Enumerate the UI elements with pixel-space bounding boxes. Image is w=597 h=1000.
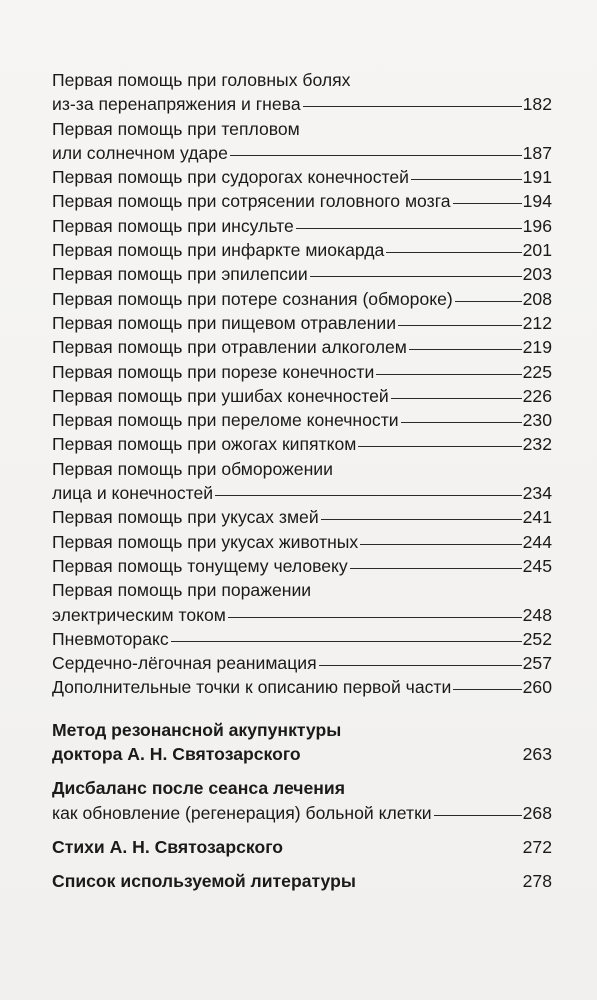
- toc-entry-epilepsy: [52, 262, 552, 286]
- leader-line: [310, 276, 522, 277]
- toc-entry-title: Первая помощь при порезе конечности: [52, 361, 375, 382]
- toc-entry-infarction: [52, 238, 552, 262]
- toc-entry-title: Первая помощь при ожогах кипятком: [52, 434, 357, 455]
- toc-entry-cut: [52, 360, 552, 384]
- toc-entry-alcohol-poisoning: [52, 335, 552, 359]
- toc-page-number: 187: [522, 142, 552, 163]
- toc-entry-drowning: [52, 554, 552, 578]
- leader-line: [358, 446, 521, 447]
- toc-entry-title: Первая помощь при сотрясении головного мозга: [52, 191, 451, 212]
- leader-line: [411, 179, 522, 180]
- toc-section-disbalance: [52, 776, 552, 825]
- toc-entry-title: Первая помощь при тепловом: [52, 118, 300, 139]
- toc-entry-heatstroke: [52, 117, 552, 166]
- leader-line: [401, 422, 522, 423]
- toc-entry-title: Первая помощь тонущему человеку: [52, 555, 348, 576]
- toc-entry-title: Первая помощь при судорогах конечностей: [52, 167, 409, 188]
- leader-line: [360, 544, 521, 545]
- toc-page-number: 230: [522, 410, 552, 431]
- toc-entry-stroke: [52, 214, 552, 238]
- leader-line: [171, 641, 522, 642]
- toc-entry-title: Пневмоторакс: [52, 628, 169, 649]
- toc-page-number: 196: [522, 215, 552, 236]
- toc-section-title: Метод резонансной акупунктуры: [52, 719, 342, 740]
- toc-page-number: 252: [522, 628, 552, 649]
- toc-section-title: Дисбаланс после сеанса лечения: [52, 778, 346, 799]
- leader-line: [350, 568, 522, 569]
- toc-entry-electric-shock: [52, 578, 552, 627]
- toc-page-number: 232: [522, 434, 552, 455]
- toc-section-poems: [52, 835, 552, 859]
- toc-entry-additional-points: [52, 675, 552, 699]
- table-of-contents: [52, 68, 552, 894]
- toc-entry-title: Первая помощь при головных болях: [52, 70, 351, 90]
- spacer: [52, 859, 552, 869]
- toc-page-number: 245: [522, 555, 552, 576]
- toc-section-title-cont: как обновление (регенерация) больной клетки: [52, 802, 432, 823]
- toc-entry-title: Первая помощь при обморожении: [52, 458, 333, 479]
- toc-page-number: 234: [522, 483, 552, 504]
- toc-entry-title: Первая помощь при инфаркте миокарда: [52, 240, 385, 261]
- leader-line: [376, 374, 521, 375]
- toc-page-number: 203: [522, 264, 552, 285]
- toc-section-title: Стихи А. Н. Святозарского: [52, 836, 284, 857]
- toc-entry-title: Первая помощь при эпилепсии: [52, 264, 308, 285]
- leader-line: [434, 815, 522, 816]
- toc-entry-title: Первая помощь при укусах змей: [52, 507, 319, 528]
- toc-entry-title-cont: или солнечном ударе: [52, 142, 228, 163]
- toc-page-number: 226: [522, 385, 552, 406]
- toc-entry-title: Первая помощь при переломе конечности: [52, 410, 399, 431]
- toc-entry-frostbite: [52, 457, 552, 506]
- toc-entry-headache: [52, 68, 552, 117]
- toc-section-bibliography: [52, 869, 552, 893]
- toc-entry-concussion: [52, 189, 552, 213]
- leader-line: [409, 349, 522, 350]
- toc-entry-fainting: [52, 287, 552, 311]
- toc-page-number: 225: [522, 361, 552, 382]
- spacer: [52, 825, 552, 835]
- toc-entry-cramps: [52, 165, 552, 189]
- toc-entry-title-cont: электрическим током: [52, 604, 226, 625]
- leader-line: [386, 252, 521, 253]
- toc-section-title-cont: доктора А. Н. Святозарского: [52, 744, 301, 765]
- toc-entry-title: Первая помощь при поражении: [52, 580, 312, 601]
- toc-page-number: 191: [522, 167, 552, 188]
- toc-page-number: 201: [522, 240, 552, 261]
- leader-line: [455, 301, 522, 302]
- toc-entry-title: Первая помощь при отравлении алкоголем: [52, 337, 407, 358]
- toc-entry-cpr: [52, 651, 552, 675]
- leader-line: [398, 325, 522, 326]
- toc-page-number: 244: [522, 531, 552, 552]
- toc-entry-title: Сердечно-лёгочная реанимация: [52, 653, 317, 674]
- leader-line: [230, 155, 522, 156]
- toc-page-number: 272: [522, 836, 552, 857]
- toc-page-number: 194: [522, 191, 552, 212]
- toc-page-number: 219: [522, 337, 552, 358]
- toc-entry-snake-bites: [52, 505, 552, 529]
- toc-entry-title: Первая помощь при инсульте: [52, 215, 294, 236]
- leader-line: [453, 203, 522, 204]
- leader-line: [453, 689, 521, 690]
- toc-page-number: 263: [522, 744, 552, 765]
- toc-page-number: 241: [522, 507, 552, 528]
- toc-page-number: 212: [522, 312, 552, 333]
- leader-line: [296, 228, 522, 229]
- toc-page-number: 182: [522, 94, 552, 115]
- toc-entry-animal-bites: [52, 530, 552, 554]
- toc-page-number: 208: [522, 288, 552, 309]
- toc-entry-title: Дополнительные точки к описанию первой части: [52, 677, 452, 698]
- spacer: [52, 700, 552, 718]
- toc-entry-title-cont: лица и конечностей: [52, 483, 214, 504]
- leader-line: [321, 519, 522, 520]
- spacer: [52, 766, 552, 776]
- toc-page-number: 260: [522, 677, 552, 698]
- toc-entry-fracture: [52, 408, 552, 432]
- toc-section-title: Список используемой литературы: [52, 871, 356, 892]
- toc-entry-bruise: [52, 384, 552, 408]
- toc-section-acupuncture: [52, 718, 552, 767]
- toc-entry-food-poisoning: [52, 311, 552, 335]
- toc-page-number: 257: [522, 653, 552, 674]
- toc-entry-burns: [52, 432, 552, 456]
- leader-line: [391, 398, 522, 399]
- toc-page-number: 278: [522, 871, 552, 892]
- leader-line: [303, 106, 522, 107]
- toc-entry-title: Первая помощь при ушибах конечностей: [52, 385, 389, 406]
- leader-line: [228, 617, 522, 618]
- toc-entry-title-cont: из-за перенапряжения и гнева: [52, 94, 301, 115]
- toc-entry-pneumothorax: [52, 627, 552, 651]
- toc-page-number: 248: [522, 604, 552, 625]
- toc-entry-title: Первая помощь при пищевом отравлении: [52, 312, 397, 333]
- toc-entry-title: Первая помощь при потере сознания (обмороке): [52, 288, 453, 309]
- toc-page-number: 268: [522, 802, 552, 823]
- leader-line: [215, 495, 522, 496]
- toc-entry-title: Первая помощь при укусах животных: [52, 531, 359, 552]
- leader-line: [319, 665, 522, 666]
